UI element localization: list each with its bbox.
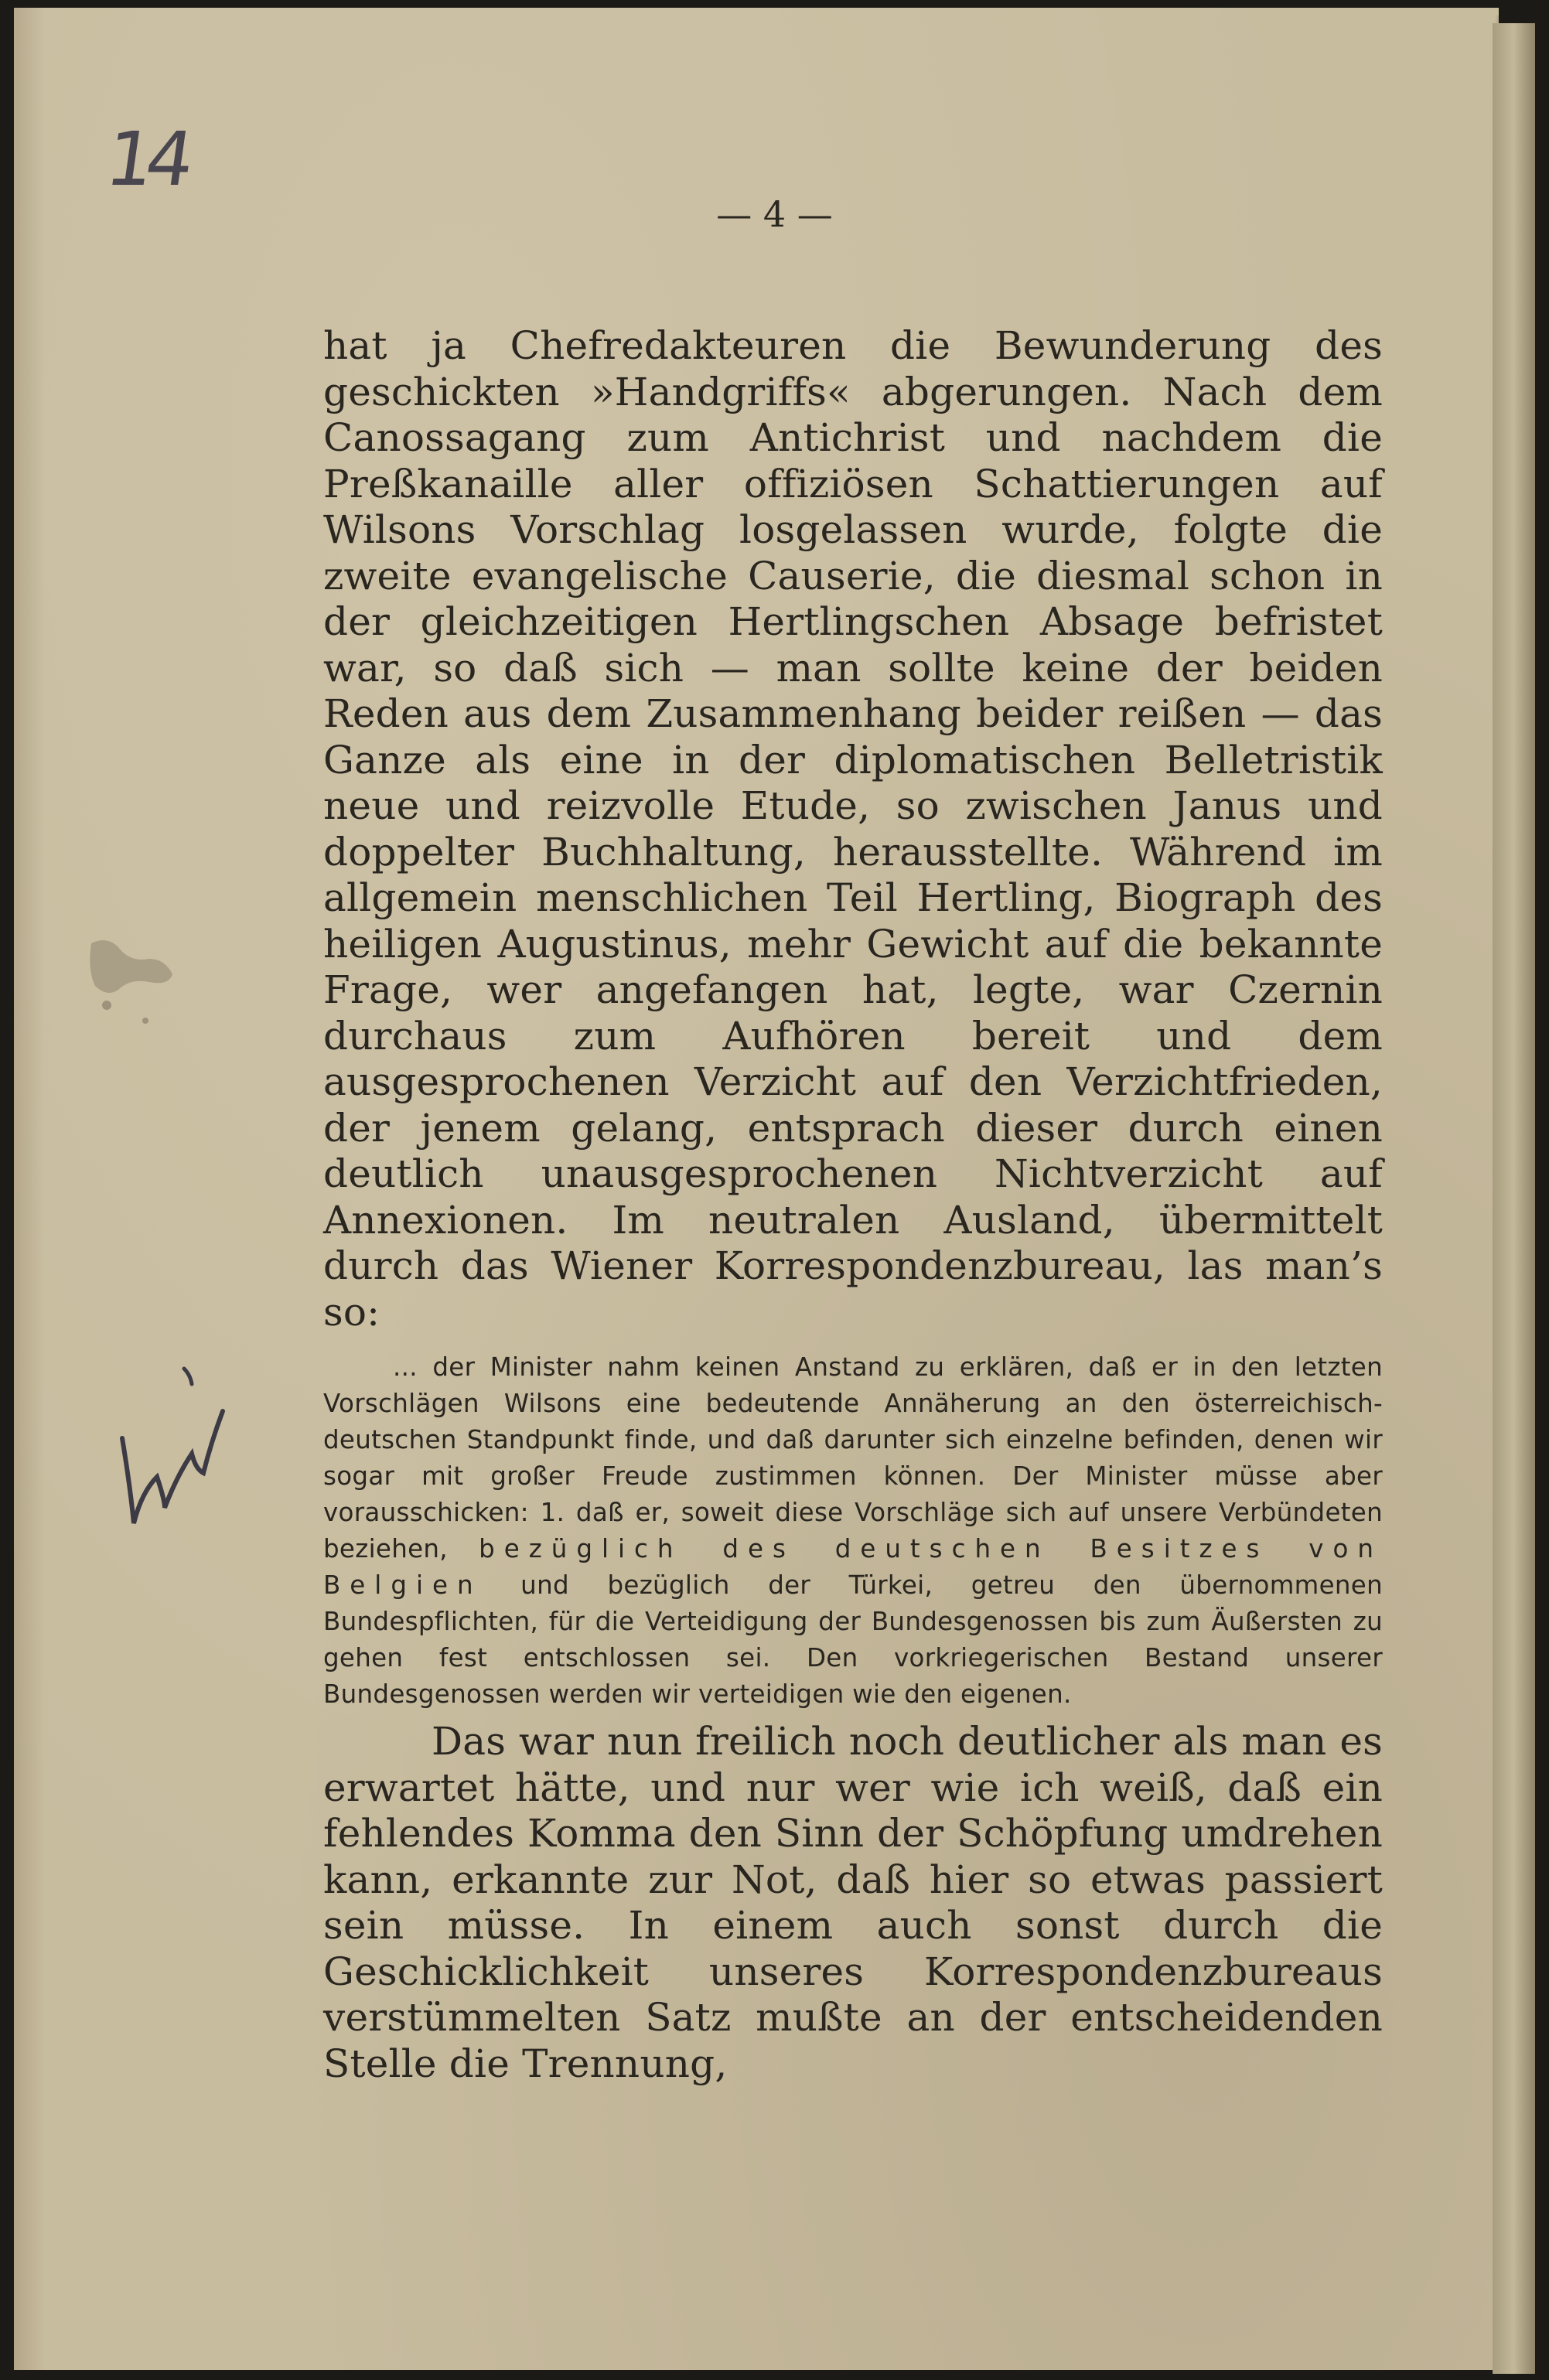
paragraph-1: hat ja Chefredakteuren die Bewunderung des geschickten »Handgriffs« abgerungen. Nach dem Canossagang zum Antichrist und nachdem die Preßkanaille aller offiziösen Schattierungen auf Wilsons Vorschlag losgelassen wurde, folgte die zweite evangelische Causerie, die diesmal schon in der gleichzeitigen Hertlingschen Absage befristet war, so daß sich — man sollte keine der beiden Reden aus dem Zusammenhang beider reißen — das Ganze als eine in der diplomatischen Belletristik neue und reizvolle Etude, so zwischen Janus und doppelter Buchhaltung, herausstellte. Während im allgemein menschlichen Teil Hertling, Biograph des heiligen Augustinus, mehr Gewicht auf die bekannte Frage, wer angefangen hat, legte, war Czernin durchaus zum Aufhören bereit und dem ausgesprochenen Verzicht auf den Verzichtfrieden, der jenem gelang, entsprach dieser durch einen deutlich unausgesprochenen Nichtverzicht auf Annexionen. Im neutralen Ausland, übermittelt durch das Wiener Korrespondenzbureau, las man’s so: bbox=[323, 323, 1383, 1335]
body-text bbox=[323, 323, 1383, 2087]
quote-spaced-emphasis: bezüglich des deutschen Besitzes von Belgien bbox=[323, 1534, 1383, 1600]
quote-part-1: ... der Minister nahm keinen Anstand zu erklären, daß er in den letzten Vorschlägen Wilsons eine bedeutende Annäherung an den österreichisch-deutschen Standpunkt finde, und daß darunter sich einzelne befinden, denen wir sogar mit großer Freude zustimmen können. Der Minister müsse aber vorausschicken: 1. daß er, soweit diese Vorschläge sich auf unsere Verbündeten beziehen, bbox=[323, 1352, 1383, 1563]
page-number: — 4 — bbox=[716, 193, 833, 235]
ink-stain-mark bbox=[60, 912, 200, 1044]
quoted-passage bbox=[323, 1349, 1383, 1713]
quote-part-2: und bezüglich der Türkei, getreu den übernommenen Bundespflichten, für die Verteidigung der Bundesgenossen bis zum Äußersten zu gehen fest entschlossen sei. Den vorkriegerischen Bestand unserer Bundesgenossen werden wir verteidigen wie den eigenen. bbox=[323, 1570, 1384, 1709]
handwritten-margin-note bbox=[107, 1353, 238, 1539]
next-page-edge bbox=[1493, 23, 1535, 2374]
paragraph-2: Das war nun freilich noch deutlicher als man es erwartet hätte, und nur wer wie ich weiß, daß ein fehlendes Komma den Sinn der Schöpfung umdrehen kann, erkannte zur Not, daß hier so etwas passiert sein müsse. In einem auch sonst durch die Geschicklichkeit unseres Korrespondenzbureaus verstümmelten Satz mußte an der entscheidenden Stelle die Trennung, bbox=[323, 1719, 1383, 2086]
handwritten-folio-number: 14 bbox=[101, 116, 193, 203]
